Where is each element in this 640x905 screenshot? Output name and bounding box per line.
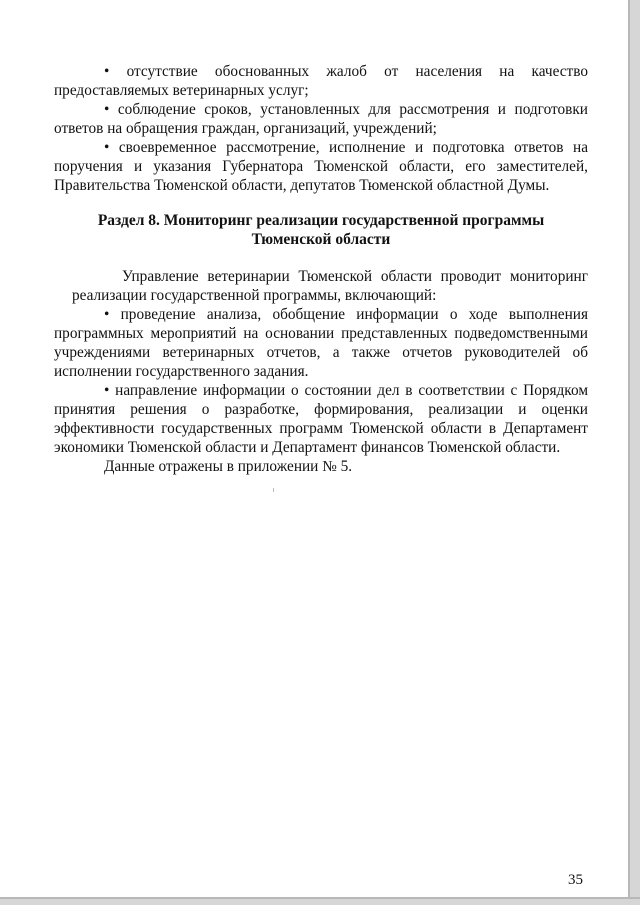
text-line: • направление информации о состоянии дел в соответствии с Порядком	[104, 382, 588, 399]
text-line: • отсутствие обоснованных жалоб от населения на качество	[104, 63, 588, 80]
closing-paragraph	[54, 457, 588, 476]
text-line: программных мероприятий на основании представленных подведомственными	[54, 325, 588, 342]
bullet-deadlines	[54, 100, 588, 138]
text-line: • своевременное рассмотрение, исполнение и подготовка ответов на	[104, 139, 588, 156]
text-line: учреждениями ветеринарных отчетов, а также отчетов руководителей об	[54, 344, 588, 361]
scan-speck	[273, 488, 274, 492]
intro-paragraph	[54, 267, 588, 305]
bullet-instructions	[54, 138, 588, 195]
text-line: экономики Тюменской области и Департамент финансов Тюменской области.	[54, 439, 561, 456]
scan-border-right	[628, 0, 640, 905]
document-body	[54, 62, 588, 476]
bullet-report	[54, 381, 588, 457]
text-line: реализации государственной программы, включающий:	[72, 287, 437, 304]
section-heading	[54, 211, 588, 249]
scan-border-bottom	[0, 897, 640, 905]
text-line: • проведение анализа, обобщение информации о ходе выполнения	[104, 306, 588, 323]
text-line: • соблюдение сроков, установленных для рассмотрения и подготовки	[104, 101, 588, 118]
bullet-complaints	[54, 62, 588, 100]
text-line: поручения и указания Губернатора Тюменской области, его заместителей,	[54, 158, 588, 175]
text-line: эффективности государственных программ Тюменской области в Департамент	[54, 420, 588, 437]
text-line: Данные отражены в приложении № 5.	[104, 458, 353, 475]
text-line: ответов на обращения граждан, организаций, учреждений;	[54, 120, 437, 137]
heading-line: Раздел 8. Мониторинг реализации государственной программы	[97, 212, 545, 229]
text-line: Управление ветеринарии Тюменской области проводит мониторинг	[122, 268, 588, 285]
text-line: Правительства Тюменской области, депутатов Тюменской областной Думы.	[54, 177, 550, 194]
text-line: исполнении государственного задания.	[54, 363, 309, 380]
bullet-analysis	[54, 305, 588, 381]
text-line: принятия решения о разработке, формирования, реализации и оценки	[54, 401, 588, 418]
heading-line: Тюменской области	[251, 231, 391, 248]
text-line: предоставляемых ветеринарных услуг;	[54, 82, 309, 99]
page-number: 35	[568, 872, 583, 888]
